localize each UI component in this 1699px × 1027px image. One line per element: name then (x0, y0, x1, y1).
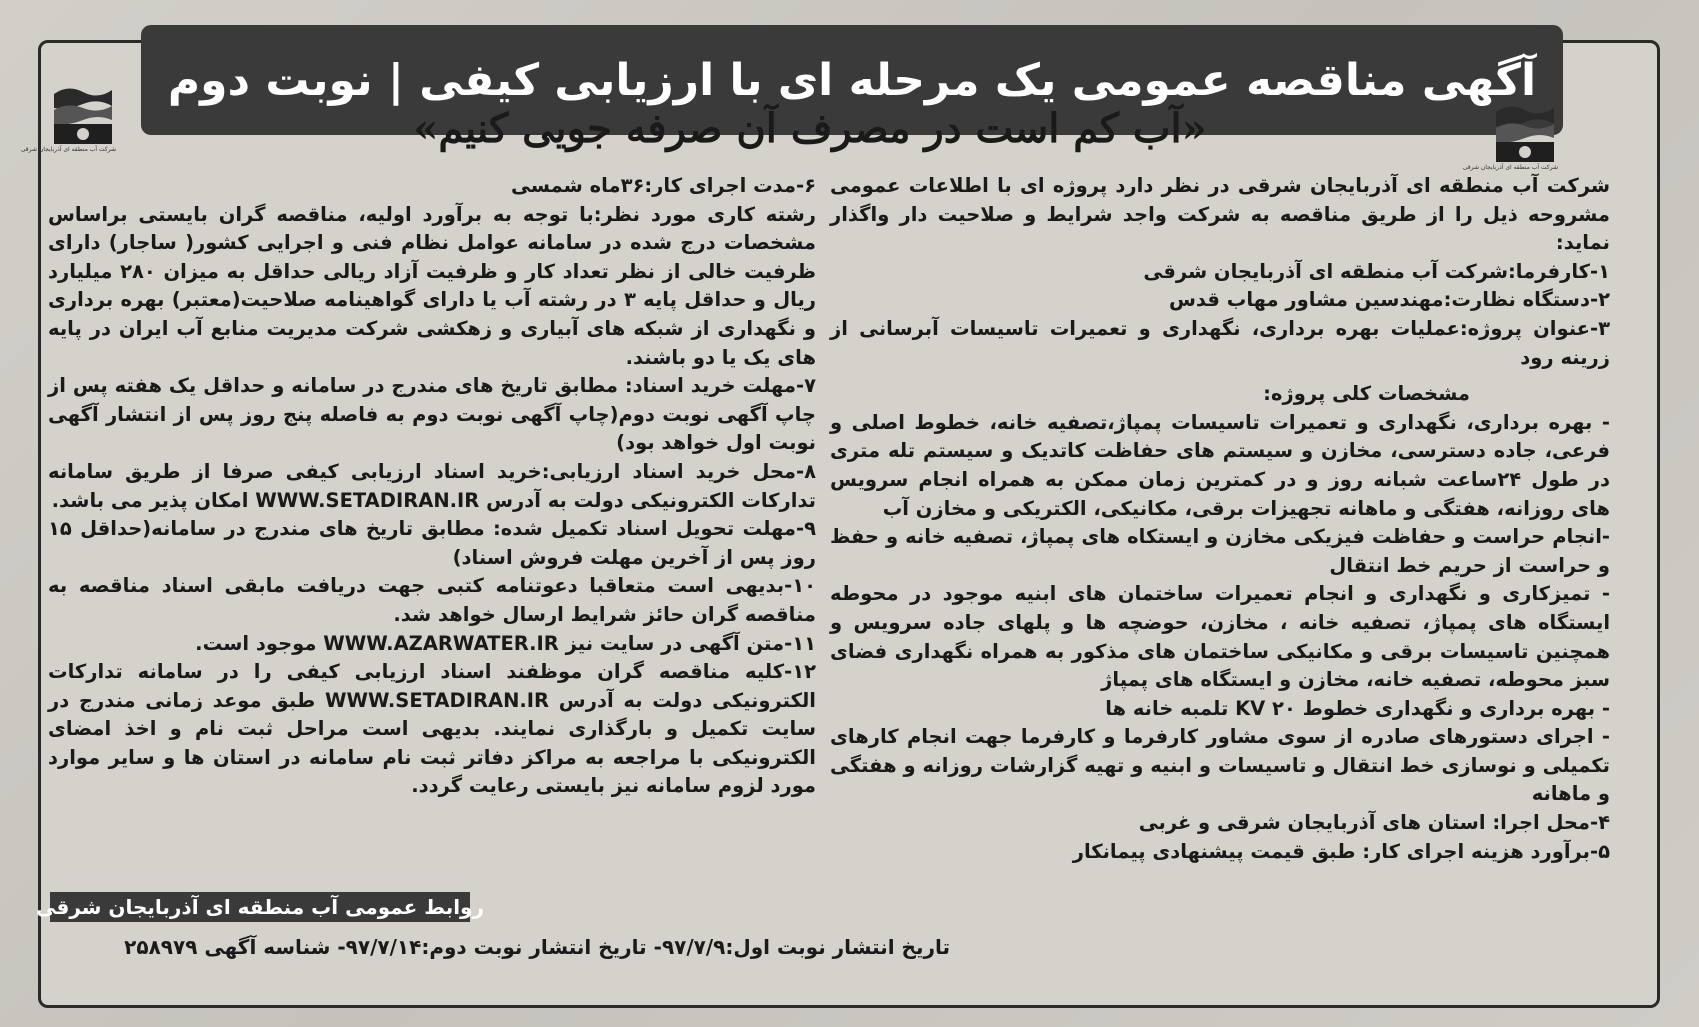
item-website: ۱۱-متن آگهی در سایت نیز WWW.AZARWATER.IR موجود است. (195, 631, 816, 655)
scope-bullet: - بهره برداری، نگهداری و تعمیرات تاسیسات پمپاژ،تصفیه خانه، خطوط اصلی و فرعی، جاده دسترسی، مخازن و سیستم های حفاظت کاتدیک و سیستم تله متری در طول ۲۴ساعت شبانه روز و در کمترین زمان ممکن به همراه انجام سرویس های روزانه، هفتگی و ماهانه تجهیزات برقی، مکانیکی، الکتریکی و مخازن آب (830, 410, 1610, 520)
item-registration: ۱۲-کلیه مناقصه گران موظفند اسناد ارزیابی کیفی را در سامانه تدارکات الکترونیکی دولت به آدرس WWW.SETADIRAN.IR طبق موعد زمانی مندرج در سایت تکمیل و بارگذاری نمایند. بدیهی است مراحل ثبت نام و اخذ امضای الکترونیکی با مراجعه به مراکز دفاتر ثبت نام سامانه در استان ها و سایر موارد مورد لزوم سامانه نیز بایستی رعایت گردد. (48, 660, 816, 798)
item-purchase-place: ۸-محل خرید اسناد ارزیابی:خرید اسناد ارزیابی کیفی صرفا از طریق سامانه تدارکات الکترونیکی دولت به آدرس WWW.SETADIRAN.IR امکان پذیر می باشد. (48, 459, 816, 512)
scope-bullet: -انجام حراست و حفاظت فیزیکی مخازن و ایستکاه های پمپاژ، تصفیه خانه و حفظ و حراست از حریم خط انتقال (830, 525, 1610, 577)
logo-caption: شرکت آب منطقه ای آذربایجان شرقی (1462, 164, 1558, 171)
item-supervisor: ۲-دستگاه نظارت:مهندسین مشاور مهاب قدس (1169, 288, 1610, 312)
item-purchase-deadline: ۷-مهلت خرید اسناد: مطابق تاریخ های مندرج در سامانه و حداقل یک هفته پس از چاپ آگهی نوبت دوم(چاپ آگهی نوبت دوم به فاصله پنج روز پس از انتشار آگهی نوبت اول خواهد بود) (48, 374, 816, 455)
right-column (830, 172, 1610, 866)
item-delivery-deadline: ۹-مهلت تحویل اسناد تکمیل شده: مطابق تاریخ های مندرج در سامانه(حداقل ۱۵ روز پس از آخرین مهلت فروش اسناد) (48, 517, 816, 569)
logo-caption: شرکت آب منطقه ای آذربایجان شرقی (20, 146, 116, 153)
water-waves-logo-icon (1462, 98, 1558, 182)
item-invitation: ۱۰-بدیهی است متعاقبا دعوتنامه کتبی جهت دریافت مابقی اسناد مناقصه به مناقصه گران حائز شرایط ارسال خواهد شد. (48, 574, 816, 626)
item-cost-estimate: ۵-برآورد هزینه اجرای کار: طبق قیمت پیشنهادی پیمانکار (1072, 839, 1610, 863)
slogan: «آب کم است در مصرف آن صرفه جویی کنیم» (413, 105, 1207, 152)
item-qualification: رشته کاری مورد نظر:با توجه به برآورد اولیه، مناقصه گران بایستی براساس مشخصات درج شده در سامانه عوامل نظام فنی و اجرایی کشور( ساجار) دارای ظرفیت خالی از نظر تعداد کار و ظرفیت آزاد ریالی حداقل به میزان ۲۸۰ میلیارد ریال و حداقل پایه ۳ در رشته آب یا دارای گواهینامه صلاحیت(معتبر) بهره برداری و نگهداری از شبکه های آبیاری و زهکشی شرکت مدیریت منابع آب ایران در پایه های یک یا دو باشند. (48, 202, 816, 369)
left-column (48, 172, 816, 801)
publish-dates-line: تاریخ انتشار نوبت اول:۹۷/۷/۹- تاریخ انتشار نوبت دوم:۹۷/۷/۱۴- شناسه آگهی ۲۵۸۹۷۹ (124, 935, 950, 959)
public-relations-tag: روابط عمومی آب منطقه ای آذربایجان شرقی (50, 892, 470, 922)
scope-bullet: - اجرای دستورهای صادره از سوی مشاور کارفرما و کارفرما جهت انجام کارهای تکمیلی و نوسازی خط انتقال و تاسیسات و ابنیه و تهیه گزارشات روزانه و هفتگی و ماهانه (830, 725, 1610, 806)
scope-bullet: - تمیزکاری و نگهداری و انجام تعمیرات ساختمان های ابنیه موجود در محوطه ایستگاه های پمپاژ، تصفیه خانه ، مخازن، حوضچه ها و پلهای جاده سرویس و همچنین تاسیسات برقی و مکانیکی ساختمان های مذکور به همراه نگهداری فضای سبز محوطه، تصفیه خانه، مخازن و ایستگاه های پمپاژ (830, 582, 1610, 692)
item-duration: ۶-مدت اجرای کار:۳۶ماه شمسی (511, 174, 816, 197)
scope-bullet: - بهره برداری و نگهداری خطوط KV ۲۰ تلمبه خانه ها (1105, 696, 1610, 720)
section-heading: مشخصات کلی پروژه: (1263, 382, 1470, 406)
ad-title: آگهی مناقصه عمومی یک مرحله ای با ارزیابی کیفی | نوبت دوم (167, 54, 1537, 106)
intro-paragraph: شرکت آب منطقه ای آذربایجان شرقی در نظر دارد پروژه ای با اطلاعات عمومی مشروحه ذیل را از طریق مناقصه به شرکت واجد شرایط و صلاحیت دار واگذار نماید: (830, 174, 1610, 255)
item-location: ۴-محل اجرا: استان های آذربایجان شرقی و غربی (1138, 811, 1610, 835)
water-waves-logo-icon (20, 80, 116, 164)
item-project-title: ۳-عنوان پروژه:عملیات بهره برداری، نگهداری و تعمیرات تاسیسات آبرسانی از زرینه رود (830, 316, 1610, 369)
item-employer: ۱-کارفرما:شرکت آب منطقه ای آذربایجان شرقی (1143, 259, 1610, 283)
